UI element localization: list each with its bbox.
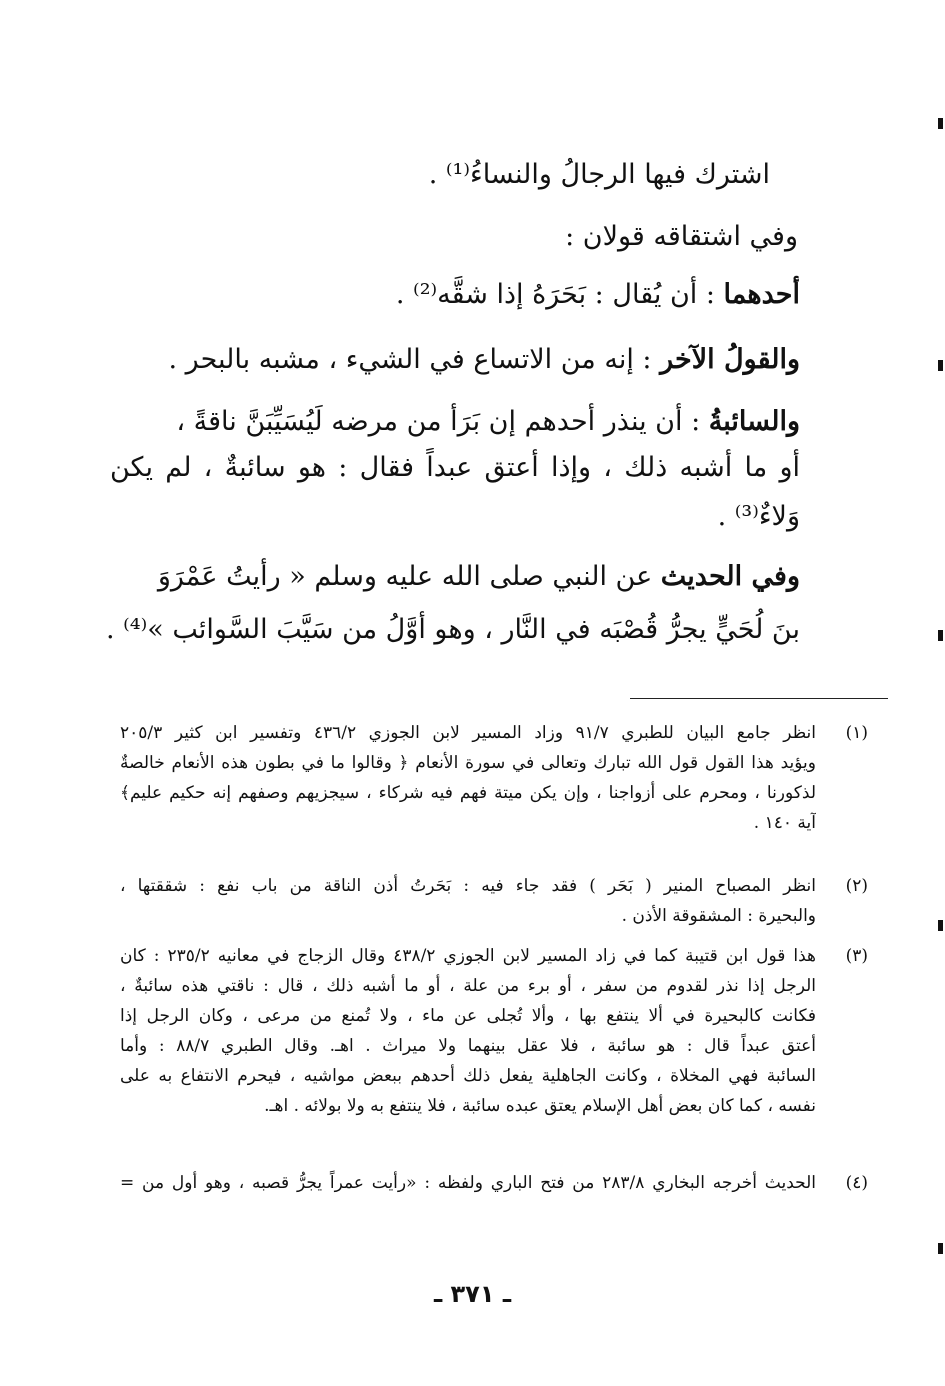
footnote-line: أعتق عبداً قال : هو سائبة ، فلا عقل بينهما ولا ميراث . اهـ. وقال الطبري ٨٨/٧ : وأما [120,1036,816,1056]
footnote-line: انظر المصباح المنير ( بَحَر ) فقد جاء فيه : بَحَرتُ أذن الناقة من باب نفع : شققتها ، [120,876,816,896]
keyword-al-qawl-al-akhar: والقولُ الآخر [660,344,800,375]
footnote-4 [120,1168,868,1200]
footnote-number: (٤) [845,1173,868,1193]
margin-mark [938,1243,943,1254]
footnote-line: والبحيرة : المشقوقة الأذن . [621,906,816,926]
main-line-8 [158,557,800,597]
main-line-4-text: : إنه من الاتساع في الشيء ، مشبه بالبحر . [168,344,661,375]
footnote-line: ويؤيد هذا القول قول الله تبارك وتعالى في سورة الأنعام ﴿ وقالوا ما في بطون هذه الأنعام خالصةٌ [120,753,816,773]
keyword-ahaduhuma: أحدهما [723,279,800,310]
margin-mark [938,118,943,129]
main-line-1: اشترك فيها الرجالُ والنساءُ⁽¹⁾ . [428,159,770,190]
margin-mark [938,360,943,371]
main-line-5 [176,402,800,442]
main-line-5-text: : أن ينذر أحدهم إن بَرَأ من مرضه لَيُسَيِّبَنَّ ناقةً ، [176,406,709,437]
footnote-number: (٣) [845,946,868,966]
footnote-3 [120,941,868,1123]
footnote-2 [120,871,868,933]
main-line-2: وفي اشتقاقه قولان : [565,221,798,252]
footnote-1 [120,718,868,840]
main-line-3-text: : أن يُقال : بَحَرَهُ إذا شقَّه⁽²⁾ . [395,279,724,310]
footnote-number: (١) [845,723,868,743]
footnote-line: فكانت كالبحيرة في ألا ينتفع بها ، وألا تُجلى عن ماء ، ولا تُمنع من مرعى ، وكان الرجل إذا [120,1006,816,1026]
footnote-line: نفسه ، كما كان بعض أهل الإسلام يعتق عبده سائبة ، فلا ينتفع به ولا بولائه . اهـ. [264,1096,816,1116]
margin-mark [938,920,943,931]
footnote-line: هذا قول ابن قتيبة كما في زاد المسير لابن الجوزي ٤٣٨/٢ وقال الزجاج في معانيه ٢٣٥/٢ : كان [120,946,816,966]
margin-mark [938,630,943,641]
footnote-line: الحديث أخرجه البخاري ٢٨٣/٨ من فتح الباري ولفظه : «رأيت عمراً يجرُّ قصبه ، وهو أول من = [120,1173,816,1193]
footnote-line: لذكورنا ، ومحرم على أزواجنا ، وإن يكن ميتة فهم فيه شركاء ، سيجزيهم وصفهم إنه حكيم عليم﴾ [120,783,816,803]
main-line-9: بنَ لُحَيٍّ يجرُّ قُصْبَه في النَّار ، وهو أوَّلُ من سَيَّبَ السَّوائب »⁽⁴⁾ . [105,614,800,645]
footnote-line: انظر جامع البيان للطبري ٩١/٧ وزاد المسير لابن الجوزي ٤٣٦/٢ وتفسير ابن كثير ٢٠٥/٣ [120,723,816,743]
footnote-line: السائبة فهي المخلاة ، وكانت الجاهلية يفعل ذلك أحدهم ببعض مواشيه ، فيحرم الانتفاع به على [120,1066,816,1086]
main-line-6: أو ما أشبه ذلك ، وإذا أعتق عبداً فقال : هو سائبةٌ ، لم يكن [110,452,800,483]
keyword-fil-hadith: وفي الحديث [660,561,800,592]
footnote-number: (٢) [845,876,868,896]
page-number: ـ ٣٧١ ـ [433,1280,512,1308]
keyword-as-saiba: والسائبةُ [708,406,800,437]
footnote-line: الرجل إذا نذر لقدوم من سفر ، أو برء من علة ، أو ما أشبه ذلك ، قال : ناقتي هذه سائبةٌ ، [120,976,816,996]
footnote-separator [630,698,888,699]
footnote-line: آية ١٤٠ . [753,813,816,833]
main-line-3 [396,275,800,315]
main-line-8-text: عن النبي صلى الله عليه وسلم « رأيتُ عَمْرَوَ [157,561,661,592]
main-line-4 [169,340,801,380]
main-line-7: وَلاءٌ⁽³⁾ . [717,501,800,532]
